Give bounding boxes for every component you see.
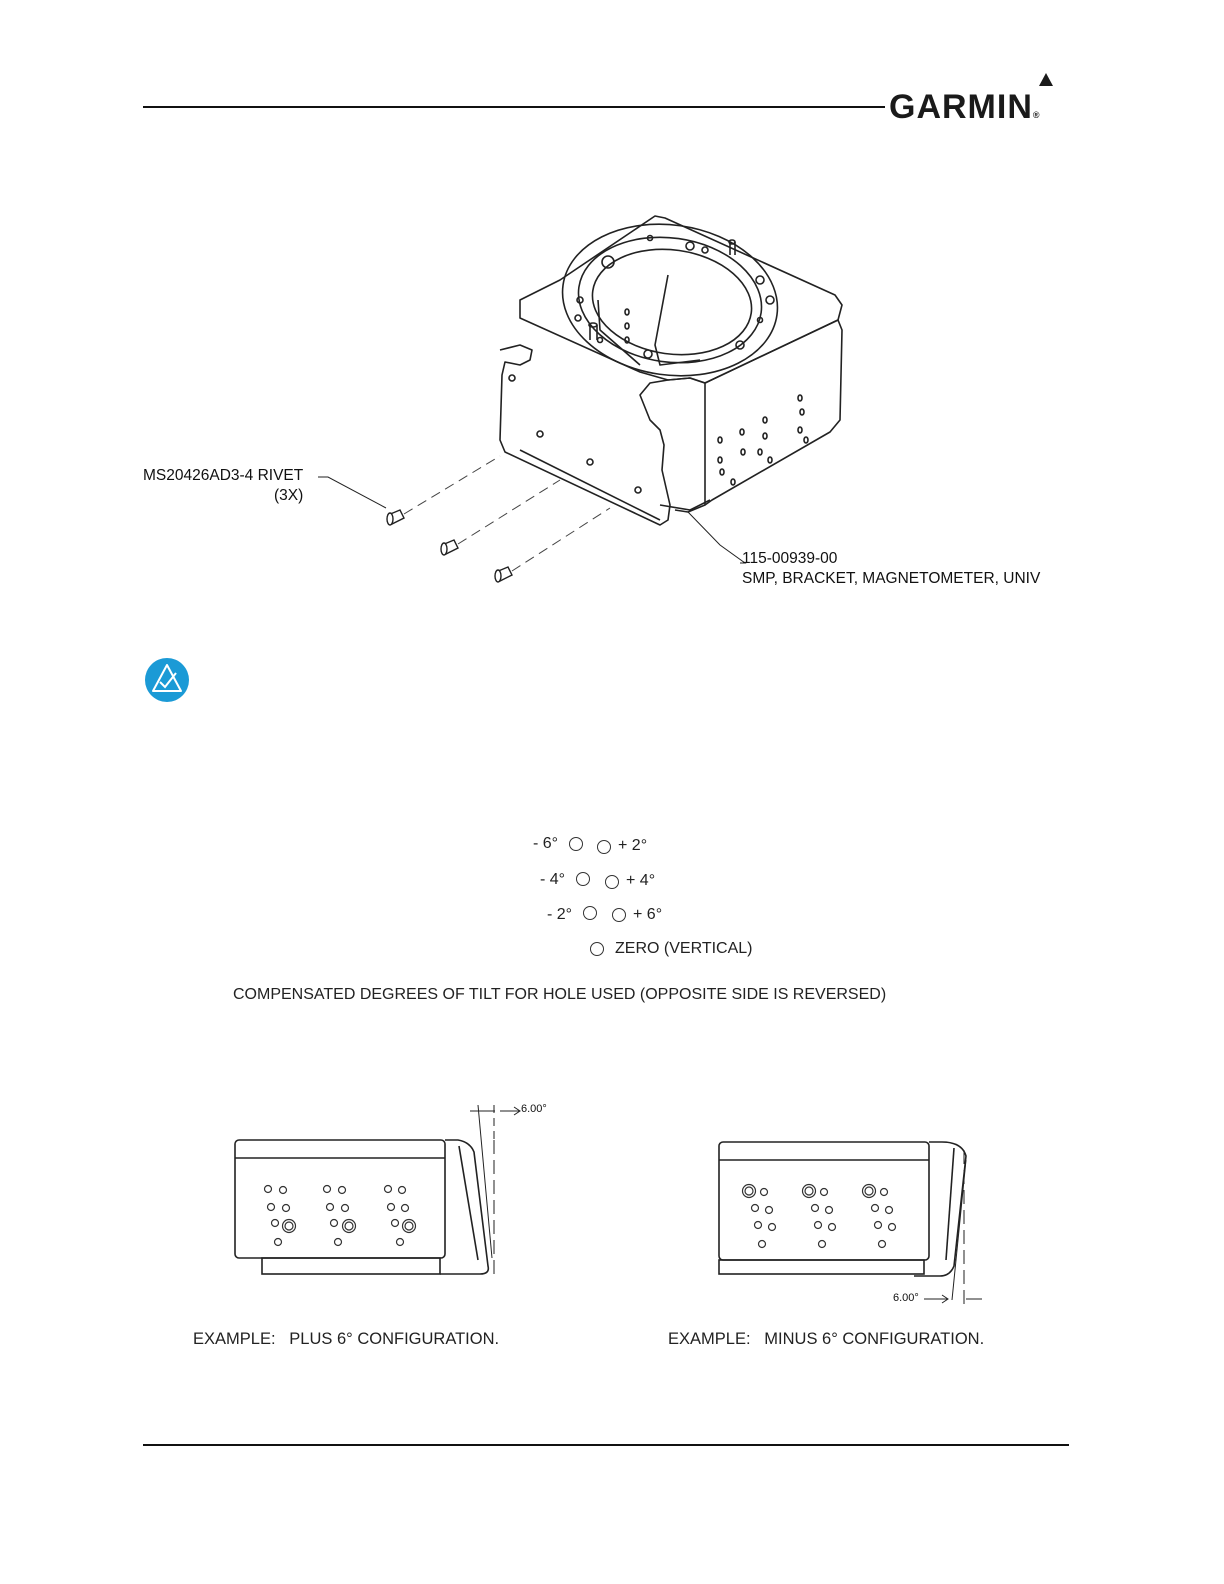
hole-zero <box>590 942 604 956</box>
tilt-label-plus-6: + 6° <box>633 906 663 923</box>
rivet-callout <box>143 466 303 506</box>
tilt-label-plus-2: + 2° <box>618 837 648 854</box>
minus-6-caption: EXAMPLE: MINUS 6° CONFIGURATION. <box>668 1330 985 1348</box>
registered-mark: ® <box>1032 110 1041 120</box>
tilt-label-minus-6: - 6° <box>533 835 559 852</box>
plus-6-angle-label: 6.00° <box>521 1103 547 1115</box>
tilt-chart-caption: COMPENSATED DEGREES OF TILT FOR HOLE USED (OPPOSITE SIDE IS REVERSED) <box>233 986 887 1003</box>
hole-plus-4 <box>605 875 619 889</box>
bracket-callout <box>742 549 1040 589</box>
hole-minus-4 <box>576 872 590 886</box>
tilt-label-zero: ZERO (VERTICAL) <box>615 940 753 957</box>
hole-plus-6 <box>612 908 626 922</box>
minus-6-angle-label: 6.00° <box>893 1292 919 1304</box>
tilt-label-plus-4: + 4° <box>626 872 656 889</box>
hole-plus-2 <box>597 840 611 854</box>
minus-6-configuration-drawing <box>714 1100 1014 1300</box>
hole-minus-6 <box>569 837 583 851</box>
rivet-part-label: MS20426AD3-4 RIVET <box>143 467 304 484</box>
bracket-part-number: 115-00939-00 <box>742 550 838 567</box>
hole-minus-2 <box>583 906 597 920</box>
bracket-isometric-drawing <box>0 0 1224 620</box>
footer-rule <box>143 1444 1069 1446</box>
garmin-brand-text: GARMIN <box>889 88 1033 126</box>
tilt-label-minus-2: - 2° <box>547 906 573 923</box>
note-check-triangle-icon <box>144 657 190 703</box>
plus-6-configuration-drawing <box>230 1100 570 1290</box>
plus-6-caption: EXAMPLE: PLUS 6° CONFIGURATION. <box>193 1330 500 1348</box>
bracket-description: SMP, BRACKET, MAGNETOMETER, UNIV <box>742 570 1041 587</box>
tilt-label-minus-4: - 4° <box>540 871 566 888</box>
rivet-quantity: (3X) <box>273 487 304 504</box>
